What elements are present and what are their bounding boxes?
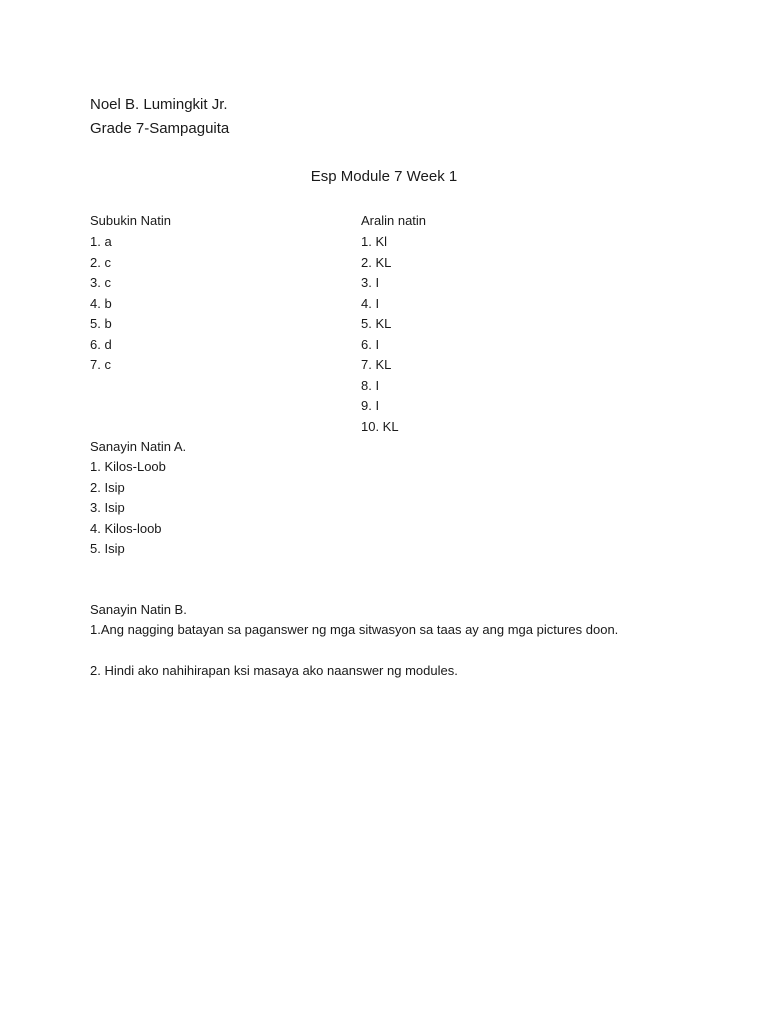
list-item: 5. b (90, 316, 112, 331)
list-item: 4. I (361, 295, 380, 311)
list-item: 7. KL (361, 357, 392, 372)
list-item: 5. Isip (90, 541, 125, 556)
sanayin-b-answer-1: 1.Ang nagging batayan sa paganswer ng mga sitwasyon sa taas ay ang mga pictures doon. (90, 622, 619, 637)
list-item: 1. Kilos-Loob (90, 459, 166, 474)
sanayin-a-heading: Sanayin Natin A. (90, 439, 187, 454)
list-item: 2. Isip (90, 479, 125, 495)
list-item: 1. Kl (361, 234, 388, 249)
list-item: 7. c (90, 357, 111, 372)
list-item: 3. I (361, 275, 380, 290)
list-item: 3. c (90, 275, 111, 290)
list-item: 4. b (90, 295, 112, 311)
list-item: 2. c (90, 254, 111, 270)
list-item: 2. KL (361, 254, 392, 270)
student-name: Noel B. Lumingkit Jr. (90, 96, 228, 113)
list-item: 5. KL (361, 316, 392, 331)
list-item: 8. I (361, 377, 380, 393)
aralin-list (361, 232, 399, 437)
aralin-heading: Aralin natin (361, 213, 427, 228)
list-item: 6. d (90, 336, 112, 352)
sanayin-a-list (90, 457, 166, 560)
document-title: Esp Module 7 Week 1 (310, 168, 458, 185)
list-item: 4. Kilos-loob (90, 520, 162, 536)
list-item: 9. I (361, 398, 380, 413)
list-item: 10. KL (361, 418, 399, 434)
subukin-heading: Subukin Natin (90, 213, 171, 228)
list-item: 6. I (361, 336, 380, 352)
sanayin-b-heading: Sanayin Natin B. (90, 602, 187, 617)
list-item: 3. Isip (90, 500, 125, 515)
subukin-list (90, 232, 112, 376)
list-item: 1. a (90, 234, 112, 249)
sanayin-b-answer-2: 2. Hindi ako nahihirapan ksi masaya ako naanswer ng modules. (90, 663, 458, 678)
student-grade: Grade 7-Sampaguita (90, 120, 230, 137)
